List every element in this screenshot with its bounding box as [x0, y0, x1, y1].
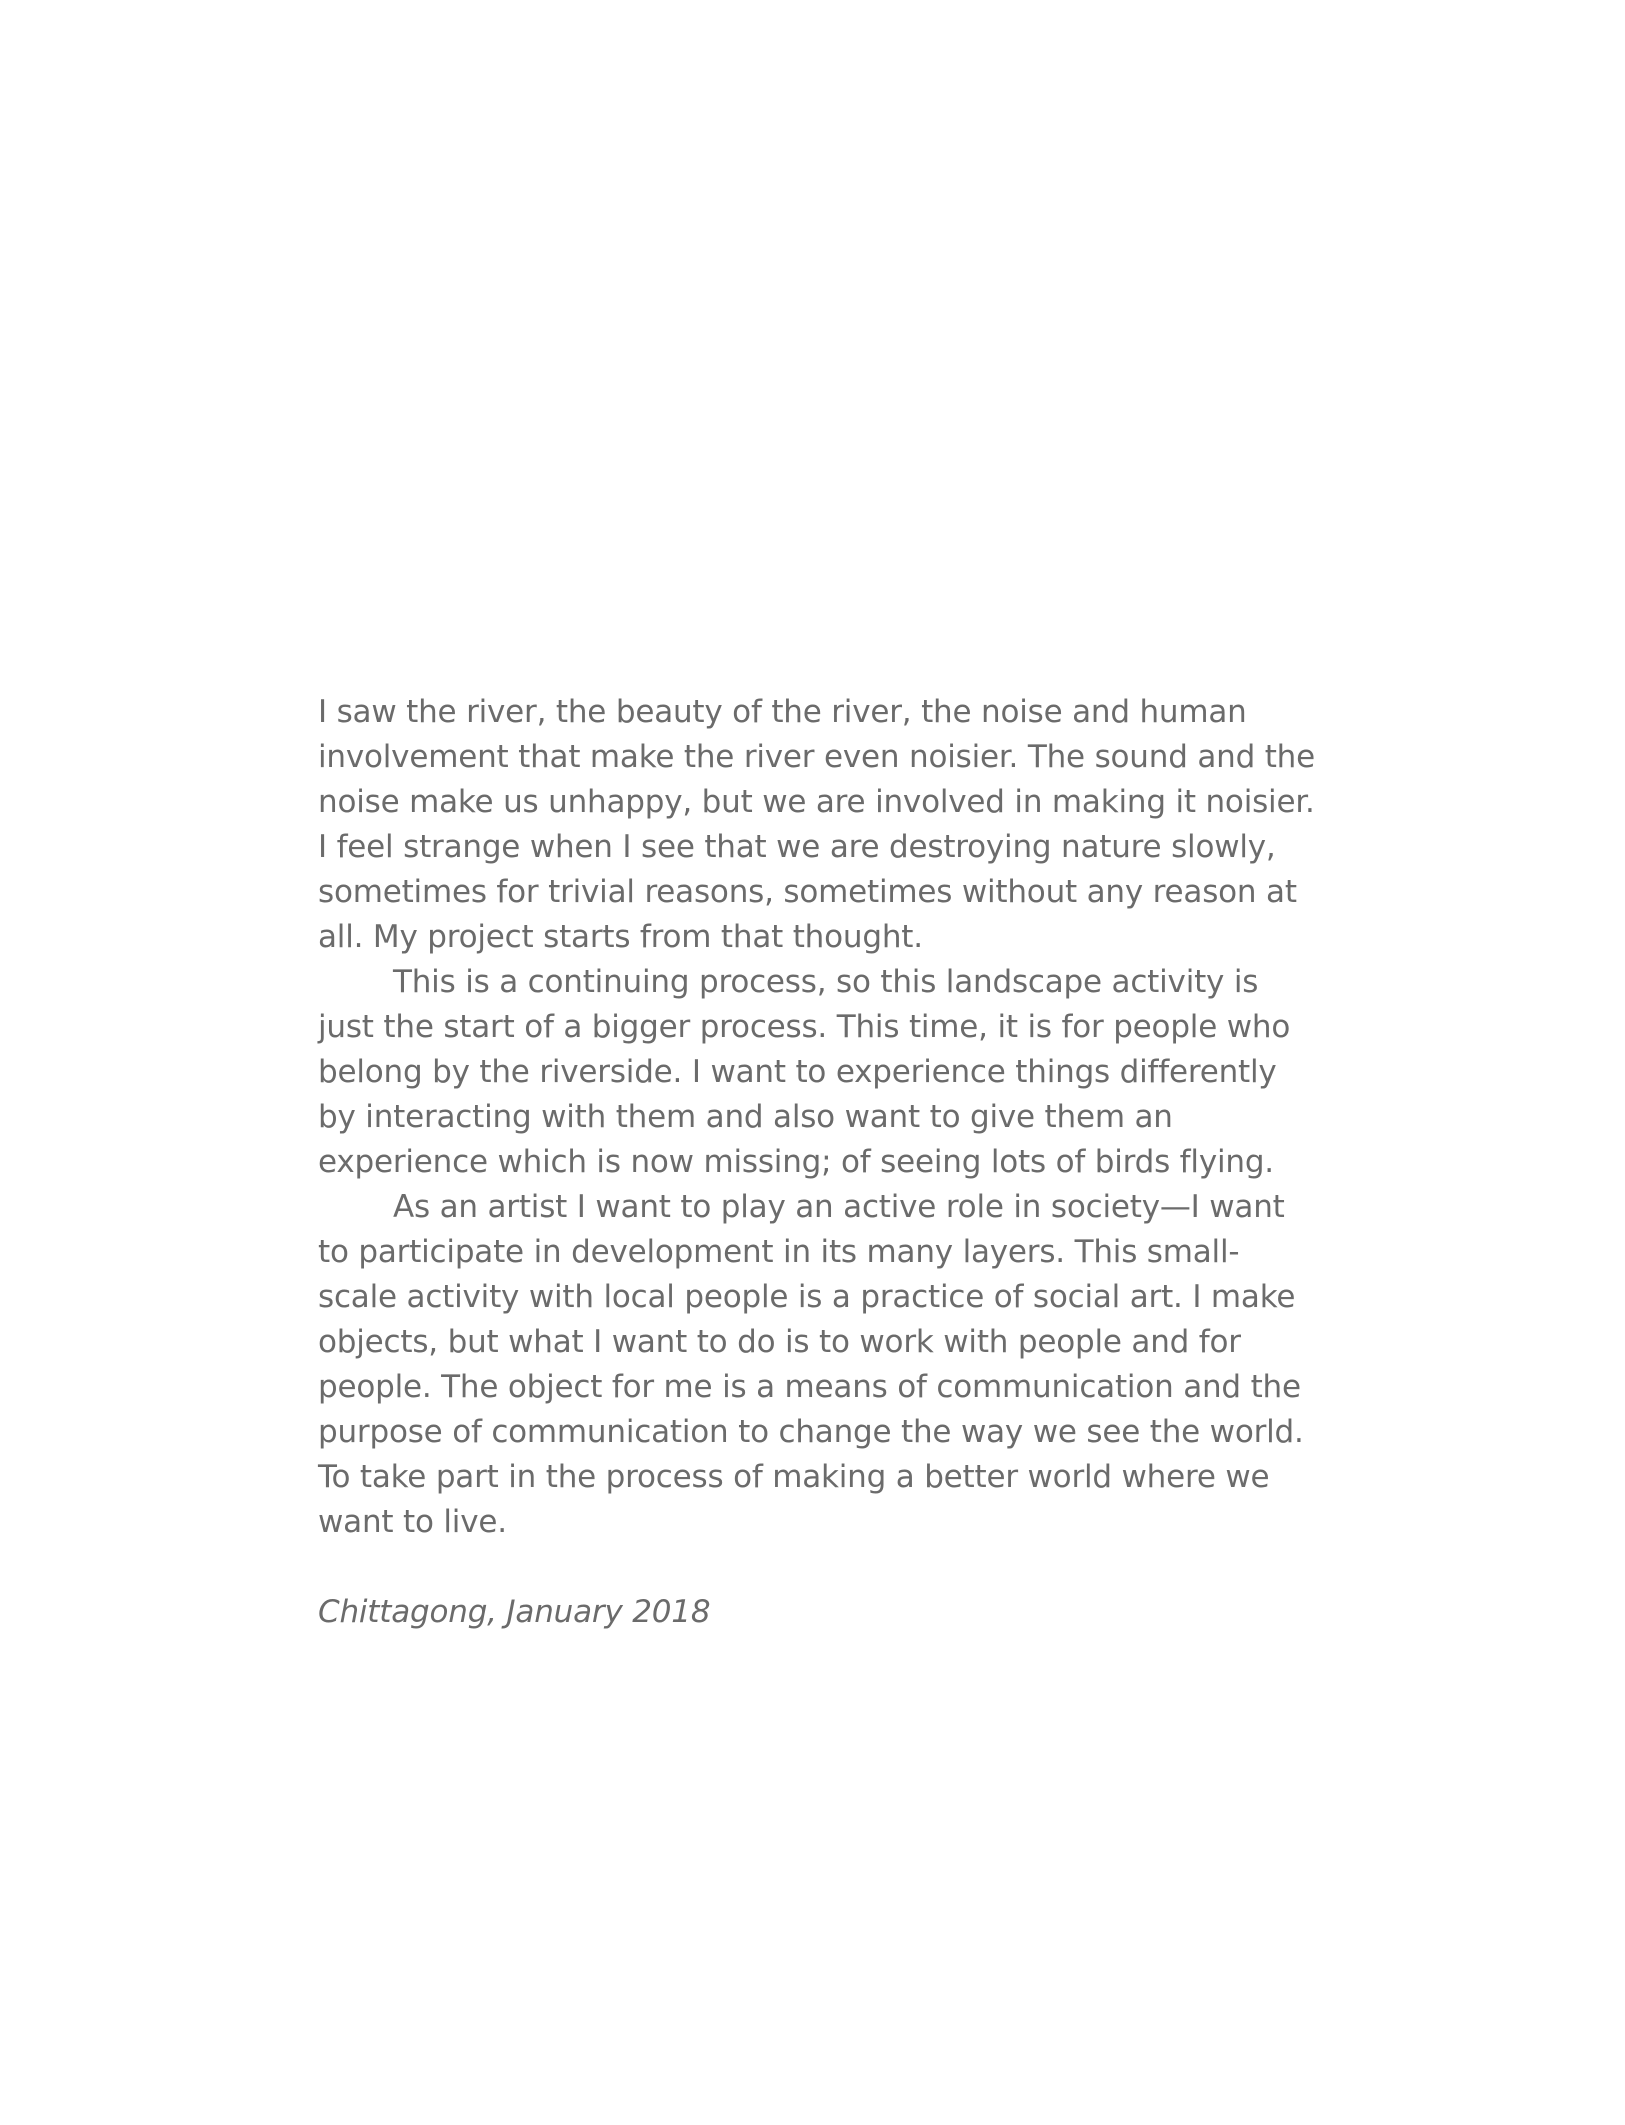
- place-date: Chittagong, January 2018: [318, 1594, 711, 1630]
- paragraph-1: I saw the river, the beauty of the river, the noise and human involvement that make the river even noisier. The sound and the noise make us unhappy, but we are involved in making it noisier. I feel strange when I see that we are destroying nature slowly, sometimes for trivial reasons, sometimes without any reason at all. My project starts from that thought.: [318, 694, 1315, 955]
- paragraph-2: This is a continuing process, so this landscape activity is just the start of a bigger process. This time, it is for people who belong by the riverside. I want to experience things differently by interacting with them and also want to give them an experience which is now missing; of seeing lots of birds flying.: [318, 964, 1291, 1180]
- paragraph-3: As an artist I want to play an active role in society—I want to participate in development in its many layers. This small-scale activity with local people is a practice of social art. I make objects, but what I want to do is to work with people and for people. The object for me is a means of communication and the purpose of communication to change the way we see the world. To take part in the process of making a better world where we want to live.: [318, 1189, 1304, 1540]
- body-text: [318, 690, 1318, 1635]
